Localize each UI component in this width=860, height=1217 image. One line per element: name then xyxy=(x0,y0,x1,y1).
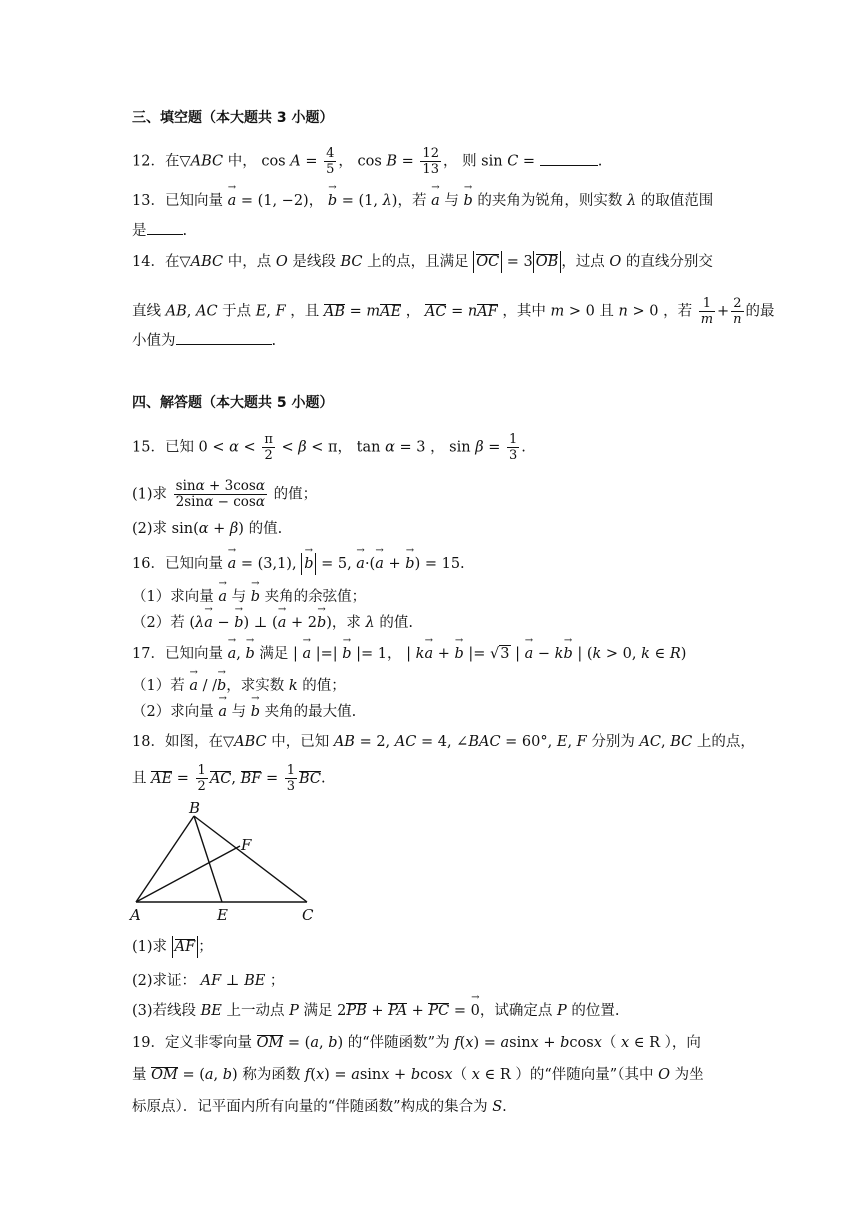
label-f: F xyxy=(241,836,252,854)
triangle-figure xyxy=(128,800,328,925)
question-17-part2: （2）求向量 → a 与 → b 夹角的最大值. xyxy=(132,701,356,723)
question-19-line3: 标原点）．记平面内所有向量的“伴随函数”构成的集合为 S. xyxy=(132,1099,507,1115)
label-c: C xyxy=(302,906,314,924)
q12-number: 12． xyxy=(132,153,165,170)
q18-number: 18． xyxy=(132,734,165,750)
question-14-line2: 直线 AB, AC 于点 E, F ，且 AB = mAE ， AC = nAF ，其中 m > 0 且 n > 0 ，若 $\frac{1}{m}$ + $\frac{2}{n}$ 的最 xyxy=(132,296,775,327)
question-16: 16．已知向量 → a = (3,1), → b = 5, → a·(→ a + → b) = 15. xyxy=(132,553,465,575)
q13-number: 13． xyxy=(132,193,165,209)
question-16-part1: （1）求向量 → a 与 → b 夹角的余弦值； xyxy=(132,586,366,608)
question-18-line2: 且 AE = $\frac{1}{2}$ AC, BF = $\frac{1}{3}$ BC. xyxy=(132,763,326,794)
q16-number: 16． xyxy=(132,556,165,572)
question-19-line2: 量 OM = (a, b) 称为函数 f(x) = asinx + bcosx（ x ∈ R ）的“伴随向量”（其中 O 为坐 xyxy=(132,1067,704,1083)
label-e: E xyxy=(217,906,228,924)
edge-ab xyxy=(136,816,194,902)
q13-blank[interactable] xyxy=(147,220,183,235)
q14-blank[interactable] xyxy=(176,330,272,345)
edge-bc xyxy=(194,816,307,902)
section-4-title-text: 四、解答题（本大题共 5 小题） xyxy=(132,395,334,411)
q14-number: 14． xyxy=(132,254,165,270)
section-4-title xyxy=(132,392,334,414)
question-13-line2: 是 . xyxy=(132,220,187,242)
q17-number: 17． xyxy=(132,646,165,662)
q12-frac-4-5: $\frac{4}{5}$ xyxy=(326,146,335,177)
question-17-part1: （1）若 → a / /→ b，求实数 k 的值； xyxy=(132,675,346,697)
question-15-part2: (2)求 sin(α + β) 的值. xyxy=(132,521,283,537)
question-14-line3: 小值为 . xyxy=(132,330,276,352)
question-18-line1: 18．如图，在▽ABC 中，已知 AB = 2, AC = 4, ∠BAC = 60°, E, F 分别为 AC, BC 上的点， xyxy=(132,734,755,750)
label-a: A xyxy=(130,906,141,924)
question-16-part2: （2）若 (λ→ a − → b) ⊥ (→ a + 2→ b)，求 λ 的值. xyxy=(132,612,413,634)
question-12: 12．在▽ABC 中， cos A = $\frac{4}{5}$ ， cos B = $\frac{12}{13}$ ， 则 sin C = . xyxy=(132,146,603,177)
question-18-part3: (3)若线段 BE 上一动点 P 满足 2PB + PA + PC = → 0，试确定点 P 的位置. xyxy=(132,1000,619,1022)
question-19-line1: 19．定义非零向量 OM = (a, b) 的“伴随函数”为 f(x) = asinx + bcosx（ x ∈ R ），向 xyxy=(132,1035,701,1051)
label-b: B xyxy=(189,800,201,817)
q19-number: 19． xyxy=(132,1035,165,1051)
question-14-line1: 14．在▽ABC 中，点 O 是线段 BC 上的点，且满足 OC = 3 OB ，过点 O 的直线分别交 xyxy=(132,251,713,273)
question-17: 17．已知向量 → a, → b 满足 | → a |=| → b |= 1， | k→ a + → b |= √3 | → a − k→ b | (k > 0, k ∈ R) xyxy=(132,643,686,665)
section-3-title xyxy=(132,107,334,129)
segment-af xyxy=(136,846,240,902)
question-15-part1: (1)求 $\frac{\sin\alpha + 3\cos\alpha}{2\sin\alpha - \cos\alpha}$ 的值； xyxy=(132,478,318,510)
q15-number: 15． xyxy=(132,439,165,456)
segment-be xyxy=(194,816,222,902)
q12-blank[interactable] xyxy=(540,151,598,166)
question-15: 15．已知 0 < α < $\frac{\pi}{2}$ < β < π， tan α = 3 ， sin β = $\frac{1}{3}$ . xyxy=(132,432,526,463)
q12-frac-12-13: $\frac{12}{13}$ xyxy=(422,146,439,177)
question-13-line1: 13．已知向量 → a = (1, −2)， → b = (1, λ)，若 → a 与 → b 的夹角为锐角，则实数 λ 的取值范围 xyxy=(132,190,713,212)
section-3-title-text: 三、填空题（本大题共 3 小题） xyxy=(132,110,334,126)
question-18-part1: (1)求 AF ； xyxy=(132,936,213,958)
question-18-part2: (2)求证： AF ⊥ BE ； xyxy=(132,973,285,989)
